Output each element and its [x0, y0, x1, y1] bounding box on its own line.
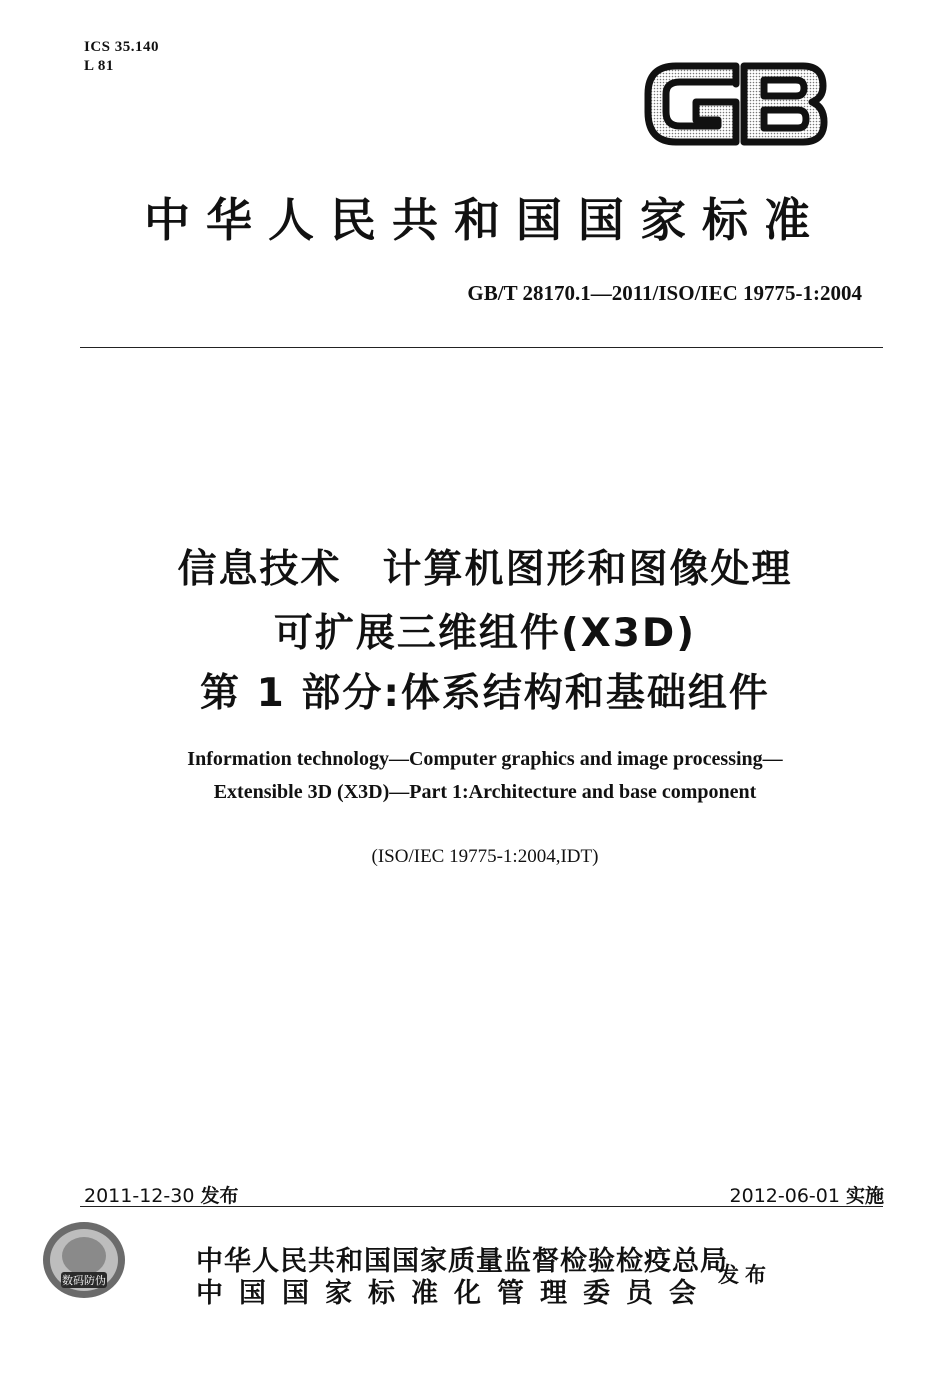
implement-date-line	[730, 1181, 884, 1208]
anti-counterfeit-seal	[41, 1220, 127, 1300]
title-zh-line-1: 信息技术 计算机图形和图像处理	[177, 547, 793, 592]
title-zh-line-2: 可扩展三维组件(X3D)	[273, 611, 697, 656]
issue-date: 2011-12-30	[84, 1185, 195, 1207]
header-divider	[80, 347, 883, 348]
adoption-note: (ISO/IEC 19775-1:2004,IDT)	[371, 846, 599, 867]
gb-logo	[638, 54, 830, 152]
standard-category-title: 中华人民共和国国家标准	[144, 193, 826, 247]
issue-label: 发布	[200, 1185, 239, 1207]
title-en-line-2: Extensible 3D (X3D)—Part 1:Architecture and base component	[213, 781, 757, 803]
publisher-label: 发布	[718, 1262, 772, 1287]
ccs-code: L 81	[84, 58, 114, 74]
footer-divider	[80, 1206, 883, 1207]
implement-label: 实施	[845, 1185, 884, 1207]
publisher-org-2: 中国国家标准化管理委员会	[196, 1278, 712, 1309]
publisher-org-1: 中华人民共和国国家质量监督检验检疫总局	[196, 1246, 728, 1277]
standard-number: GB/T 28170.1—2011/ISO/IEC 19775-1:2004	[467, 281, 862, 305]
issue-date-line	[84, 1181, 238, 1208]
implement-date: 2012-06-01	[729, 1185, 840, 1207]
seal-label: 数码防伪	[62, 1274, 106, 1287]
title-zh-line-3: 第 1 部分:体系结构和基础组件	[200, 671, 770, 716]
title-en-line-1: Information technology—Computer graphics and image processing—	[187, 748, 783, 770]
ics-code: ICS 35.140	[84, 39, 160, 55]
classification-codes	[84, 38, 159, 76]
